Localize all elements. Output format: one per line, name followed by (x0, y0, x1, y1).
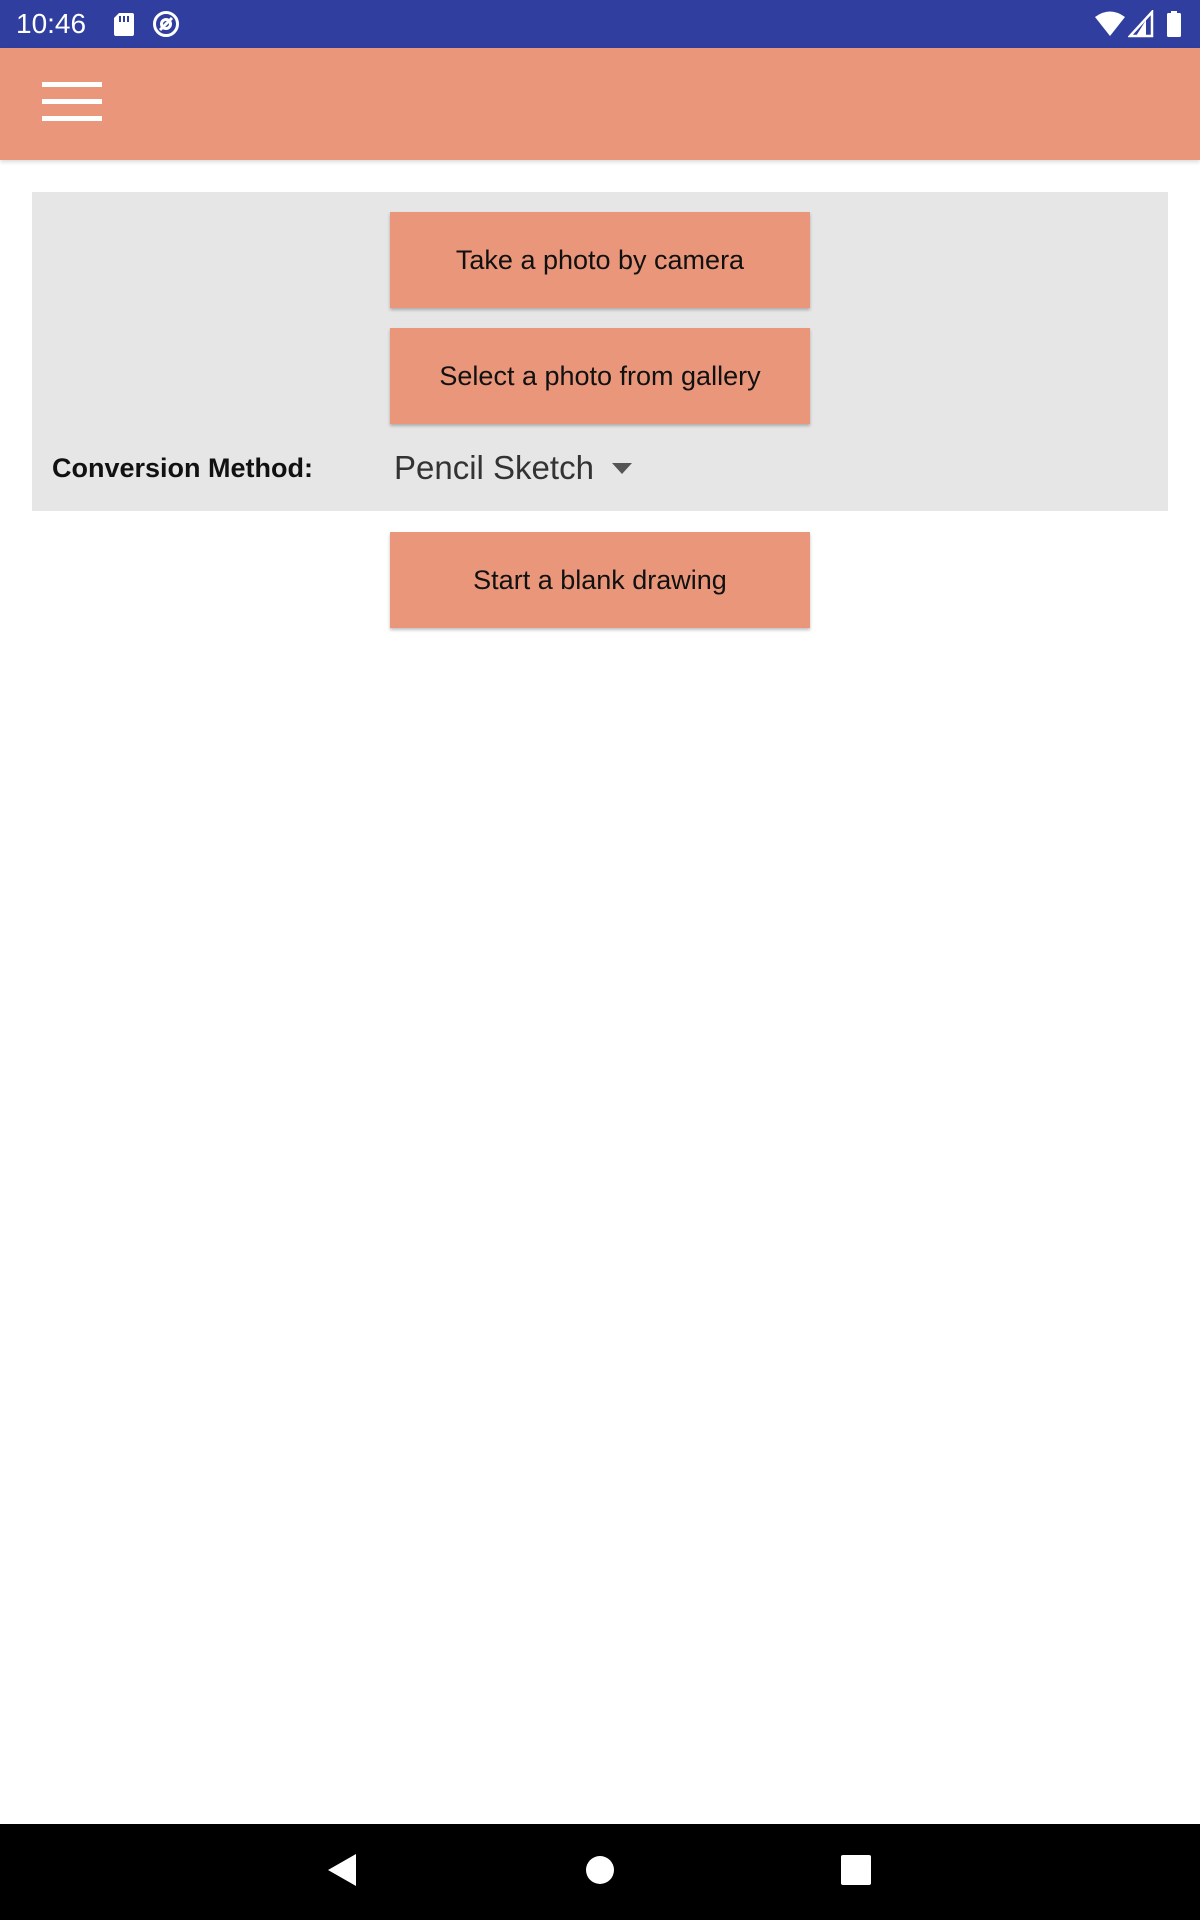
conversion-method-value: Pencil Sketch (394, 449, 594, 486)
signal-icon (1128, 10, 1154, 38)
back-button[interactable] (316, 1846, 368, 1898)
status-bar (0, 0, 1200, 48)
home-button[interactable] (574, 1846, 626, 1898)
conversion-method-select[interactable] (382, 440, 662, 496)
recents-icon (836, 1850, 876, 1895)
menu-button[interactable] (32, 72, 112, 136)
app-bar (0, 48, 1200, 160)
at-sign-icon (152, 10, 180, 38)
take-photo-button[interactable]: Take a photo by camera (390, 212, 810, 308)
back-icon (322, 1850, 362, 1895)
wifi-icon (1094, 10, 1126, 38)
navigation-bar (0, 1824, 1200, 1920)
conversion-method-label: Conversion Method: (52, 453, 313, 483)
photo-source-panel (32, 192, 1168, 511)
sd-card-icon (110, 10, 138, 38)
battery-icon (1166, 10, 1182, 38)
select-gallery-button[interactable]: Select a photo from gallery (390, 328, 810, 424)
status-time: 10:46 (16, 8, 87, 39)
dropdown-arrow-icon (612, 462, 632, 474)
start-blank-drawing-button[interactable]: Start a blank drawing (390, 532, 810, 628)
recents-button[interactable] (830, 1846, 882, 1898)
hamburger-menu-icon (32, 72, 112, 136)
home-icon (580, 1850, 620, 1895)
